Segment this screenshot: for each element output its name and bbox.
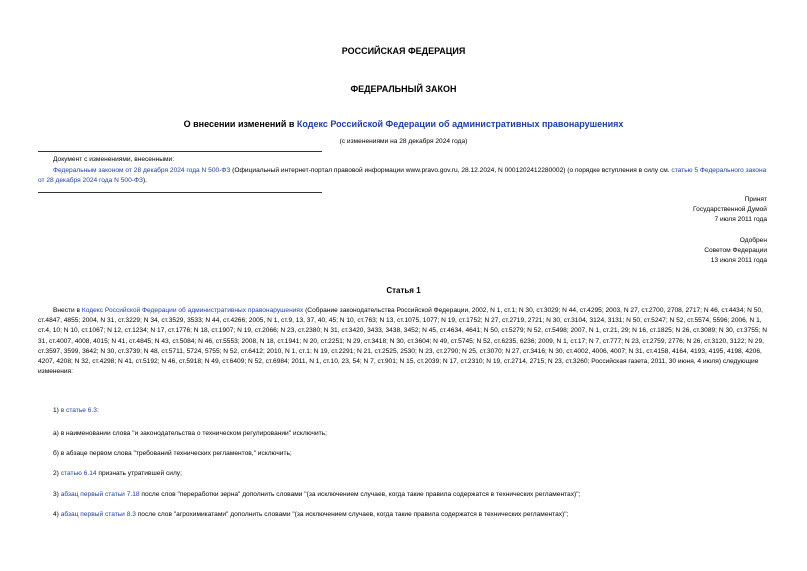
revision-close-text: ).: [142, 177, 147, 185]
adoption-line-6: 13 июля 2011 года: [710, 257, 767, 265]
item-link[interactable]: абзац первый статьи 8.3: [60, 511, 136, 518]
article-heading: Статья 1: [386, 286, 421, 295]
item-link[interactable]: абзац первый статьи 7.18: [60, 491, 140, 498]
revision-source-text: (Официальный интернет-портал правовой информации www.pravo.gov.ru, 28.12.2024, N 0001202412280002) (о порядке вступления в силу см.: [230, 167, 672, 174]
item-text: :: [96, 407, 99, 414]
revisions-top-rule: [38, 151, 322, 152]
adoption-line-2: Государственной Думой: [693, 206, 767, 214]
item-number: 4): [53, 511, 61, 518]
adoption-line-5: Советом Федерации: [704, 247, 767, 255]
revision-law-link-2[interactable]: Федерального закона от 28 декабря 2024 года N 500-ФЗ: [38, 167, 767, 185]
country-heading: РОССИЙСКАЯ ФЕДЕРАЦИЯ: [341, 46, 466, 56]
list-item: [53, 449, 768, 459]
item-text: после слов "агрохимикатами" дополнить словами "(за исключением случаев, когда такие правила содержатся в технических регламентах)";: [135, 511, 569, 518]
list-item: [53, 469, 768, 479]
revisions-text: [38, 166, 768, 186]
list-item: [53, 490, 768, 500]
revision-law-link[interactable]: Федеральным законом от 28 декабря 2024 года N 500-ФЗ: [53, 167, 231, 174]
item-text: признать утратившей силу;: [96, 470, 182, 477]
document-title: [0, 119, 807, 129]
article-intro-text: (Собрание законодательства Российской Федерации, 2002, N 1, ст.1; N 30, ст.3029; N 44, ст.4295; 2003, N 27, ст.2700, 2708, 2717; N 46, ст.4434; N 50, ст.4847, 4855; 2004, N 31, ст.3229; N 34, ст.3529, 3533; N 44, ст.4266; 2005, N 1, ст.9, 13, 37, 40, 45; N 10, ст.763; N 13, ст.1075, 1077; N 19, ст.1752; N 27, ст.2719, 2721; N 30, ст.3104, 3124, 3131; N 50, ст.5247; N 52, ст.5574, 5596; 2006, N 1, ст.4, 10; N 10, ст.1067; N 12, ст.1234; N 17, ст.1776; N 18, ст.1907; N 19, ст.2066; N 23, ст.2380; N 31, ст.3420, 3433, 3438, 3452; N 45, ст.4634, 4641; N 50, ст.5279; N 52, ст.5498; 2007, N 1, ст.21, 29; N 16, ст.1825; N 26, ст.3089; N 30, ст.3755; N 31, ст.4007, 4008, 4015; N 41, ст.4845; N 43, ст.5084; N 46, ст.5553; 2008, N 18, ст.1941; N 20, ст.2251; N 29, ст.3418; N 30, ст.3604; N 49, ст.5745; N 52, ст.6235, 6236; 2009, N 1, ст.17; N 7, ст.777; N 23, ст.2759, 2776; N 26, ст.3120, 3122; N 29, ст.3597, 3599, 3642; N 30, ст.3739; N 48, ст.5711, 5724, 5755; N 52, ст.6412; 2010, N 1, ст.1; N 19, ст.2291; N 21, ст.2525, 2530; N 23, ст.2790; N 25, ст.3070; N 27, ст.3416; N 30, ст.4002, 4006, 4007; N 31, ст.4158, 4164, 4193, 4195, 4198, 4206, 4207, 4208; N 32, ст.4298; N 41, ст.5192; N 46, ст.5918; N 49, ст.6409; N 52, ст.6984; 2011, N 1, ст.10, 23, 54; N 7, ст.901; N 15, ст.2039; N 17, ст.2310; N 19, ст.2714, 2715; N 23, ст.3260; Российская газета, 2011, 30 июня, 4 июля) следующие изменения:: [38, 307, 767, 376]
item-link[interactable]: в статье 6.3: [60, 407, 97, 414]
law-type-text: ФЕДЕРАЛЬНЫЙ ЗАКОН: [350, 84, 457, 94]
item-text: б) в абзаце первом слова "требований технических регламентов," исключить;: [53, 450, 292, 457]
item-text: а) в наименовании слова "и законодательства о техническом регулировании" исключить;: [53, 430, 327, 437]
adoption-line-1: Принят: [744, 196, 767, 203]
list-item: [53, 429, 768, 439]
item-text: после слов "переработки зерна" дополнить словами "(за исключением случаев, когда такие правила содержатся в технических регламентах)";: [139, 491, 581, 498]
revisions-bottom-rule: [38, 192, 322, 193]
item-number: 3): [53, 491, 61, 498]
article-code-link[interactable]: Кодекс Российской Федерации об административных правонарушениях: [81, 307, 304, 314]
article-intro: [38, 306, 768, 377]
title-prefix: О внесении изменений в: [183, 119, 297, 129]
item-number: 2): [53, 470, 61, 477]
article-intro-prefix: Внести в: [53, 307, 82, 314]
revision-article5-link[interactable]: статью 5: [671, 167, 699, 174]
adoption-council: [704, 236, 767, 267]
list-item: [53, 510, 768, 520]
item-number: 1): [53, 407, 61, 414]
adoption-duma: [693, 195, 767, 226]
adoption-line-3: 7 июля 2011 года: [714, 216, 767, 224]
item-link[interactable]: статью 6.14: [60, 470, 97, 477]
adoption-line-4: Одобрен: [739, 237, 767, 244]
document-subtitle: (с изменениями на 28 декабря 2024 года): [339, 138, 468, 145]
title-code-link[interactable]: Кодекс Российской Федерации об административных правонарушениях: [296, 119, 624, 129]
law-type-heading: [0, 84, 807, 94]
revisions-intro: Документ с изменениями, внесенными:: [53, 156, 175, 163]
list-item: [53, 406, 768, 416]
